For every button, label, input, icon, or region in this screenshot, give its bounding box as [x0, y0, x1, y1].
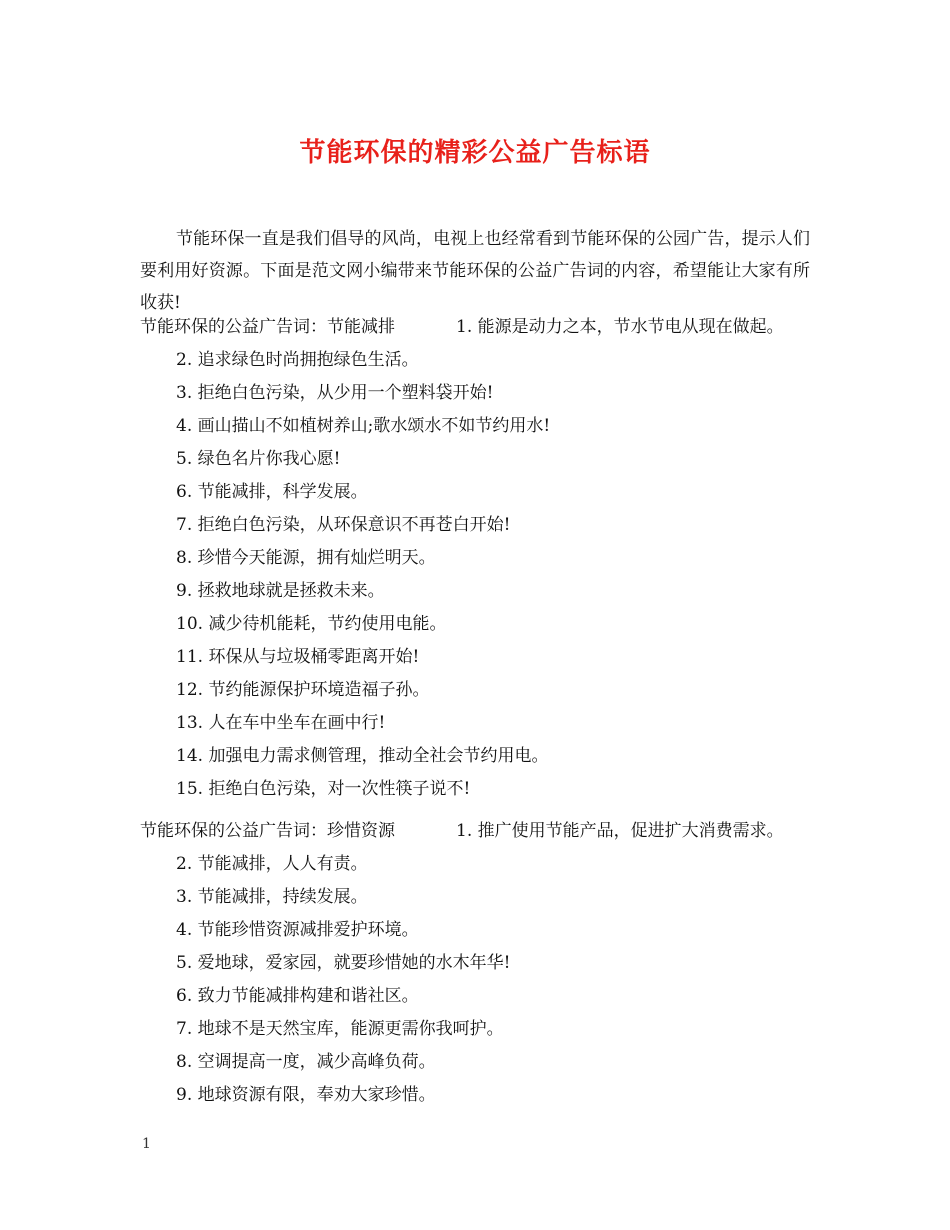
slogan-item: 4. 画山描山不如植树养山;歌水颂水不如节约用水! [176, 416, 551, 436]
section-heading-row [140, 311, 820, 344]
slogan-item: 1. 推广使用节能产品，促进扩大消费需求。 [456, 821, 784, 841]
slogan-item: 8. 珍惜今天能源，拥有灿烂明天。 [176, 548, 436, 568]
slogan-item: 3. 拒绝白色污染，从少用一个塑料袋开始! [176, 383, 494, 403]
section-save-resources [140, 815, 820, 1112]
slogan-item: 6. 致力节能减排构建和谐社区。 [176, 986, 419, 1006]
slogan-item: 1. 能源是动力之本，节水节电从现在做起。 [456, 317, 784, 337]
slogan-item: 5. 爱地球，爱家园，就要珍惜她的水木年华! [176, 953, 511, 973]
document-title: 节能环保的精彩公益广告标语 [299, 138, 651, 168]
section-heading: 节能环保的公益广告词：珍惜资源 [140, 821, 395, 841]
slogan-item: 7. 拒绝白色污染，从环保意识不再苍白开始! [176, 515, 511, 535]
slogan-item: 13. 人在车中坐车在画中行! [176, 713, 386, 733]
section-heading-row [140, 815, 820, 848]
slogan-item: 2. 追求绿色时尚拥抱绿色生活。 [176, 350, 419, 370]
slogan-item: 9. 地球资源有限，奉劝大家珍惜。 [176, 1085, 436, 1105]
section-heading: 节能环保的公益广告词：节能减排 [140, 317, 395, 337]
slogan-item: 8. 空调提高一度，减少高峰负荷。 [176, 1052, 436, 1072]
slogan-item: 11. 环保从与垃圾桶零距离开始! [176, 647, 420, 667]
slogan-item: 10. 减少待机能耗，节约使用电能。 [176, 614, 447, 634]
slogan-item: 9. 拯救地球就是拯救未来。 [176, 581, 385, 601]
slogan-item: 2. 节能减排，人人有责。 [176, 854, 368, 874]
slogan-item: 4. 节能珍惜资源减排爱护环境。 [176, 920, 419, 940]
slogan-item: 12. 节约能源保护环境造福子孙。 [176, 680, 430, 700]
slogan-item: 7. 地球不是天然宝库，能源更需你我呵护。 [176, 1019, 504, 1039]
slogan-item: 3. 节能减排，持续发展。 [176, 887, 368, 907]
slogan-item: 5. 绿色名片你我心愿! [176, 449, 341, 469]
section-energy-saving [140, 311, 820, 806]
intro-paragraph: 节能环保一直是我们倡导的风尚，电视上也经常看到节能环保的公园广告，提示人们要利用好资源。下面是范文网小编带来节能环保的公益广告词的内容，希望能让大家有所收获! [140, 229, 810, 313]
slogan-item: 14. 加强电力需求侧管理，推动全社会节约用电。 [176, 746, 549, 766]
slogan-item: 6. 节能减排，科学发展。 [176, 482, 368, 502]
slogan-item: 15. 拒绝白色污染，对一次性筷子说不! [176, 779, 471, 799]
page-number: 1 [142, 1136, 151, 1152]
